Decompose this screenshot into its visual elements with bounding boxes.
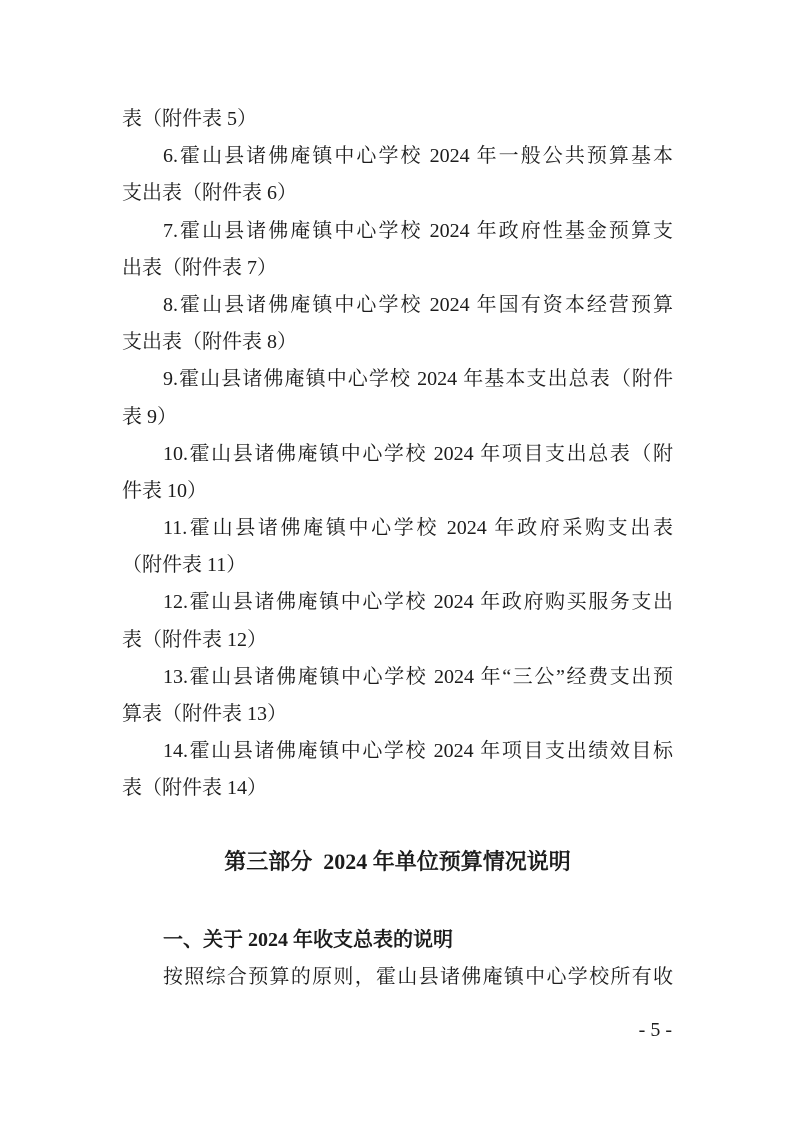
page-number: - 5 - (638, 1019, 672, 1041)
attachment-14-line-1: 14.霍山县诸佛庵镇中心学校 2024 年项目支出绩效目标 (163, 740, 673, 763)
attachment-5-continuation: 表（附件表 5） (122, 108, 257, 130)
attachment-11-line-2: （附件表 11） (122, 554, 247, 577)
attachment-9-line-1: 9.霍山县诸佛庵镇中心学校 2024 年基本支出总表（附件 (163, 368, 673, 391)
subsection-title: 一、关于 2024 年收支总表的说明 (163, 929, 453, 951)
attachment-8-line-2: 支出表（附件表 8） (122, 331, 297, 354)
attachment-10-line-1: 10.霍山县诸佛庵镇中心学校 2024 年项目支出总表（附 (163, 442, 673, 465)
attachment-list (122, 101, 673, 808)
attachment-14-line-2: 表（附件表 14） (122, 777, 267, 800)
attachment-9-line-2: 表 9） (122, 405, 177, 428)
attachment-13-line-2: 算表（附件表 13） (122, 703, 287, 725)
attachment-7-line-2: 出表（附件表 7） (122, 256, 277, 279)
attachment-8-line-1: 8.霍山县诸佛庵镇中心学校 2024 年国有资本经营预算 (163, 293, 673, 316)
attachment-13-line-1: 13.霍山县诸佛庵镇中心学校 2024 年“三公”经费支出预 (163, 665, 673, 688)
attachment-11-line-1: 11.霍山县诸佛庵镇中心学校 2024 年政府采购支出表 (163, 517, 673, 540)
part-three-heading: 第三部分 2024 年单位预算情况说明 (224, 849, 571, 874)
body-paragraph-line: 按照综合预算的原则，霍山县诸佛庵镇中心学校所有收 (163, 966, 673, 988)
attachment-12-line-1: 12.霍山县诸佛庵镇中心学校 2024 年政府购买服务支出 (163, 591, 673, 614)
attachment-6-line-2: 支出表（附件表 6） (122, 182, 297, 205)
attachment-10-line-2: 件表 10） (122, 479, 207, 502)
attachment-6-line-1: 6.霍山县诸佛庵镇中心学校 2024 年一般公共预算基本 (163, 145, 673, 168)
attachment-12-line-2: 表（附件表 12） (122, 628, 267, 651)
attachment-7-line-1: 7.霍山县诸佛庵镇中心学校 2024 年政府性基金预算支 (163, 219, 673, 242)
